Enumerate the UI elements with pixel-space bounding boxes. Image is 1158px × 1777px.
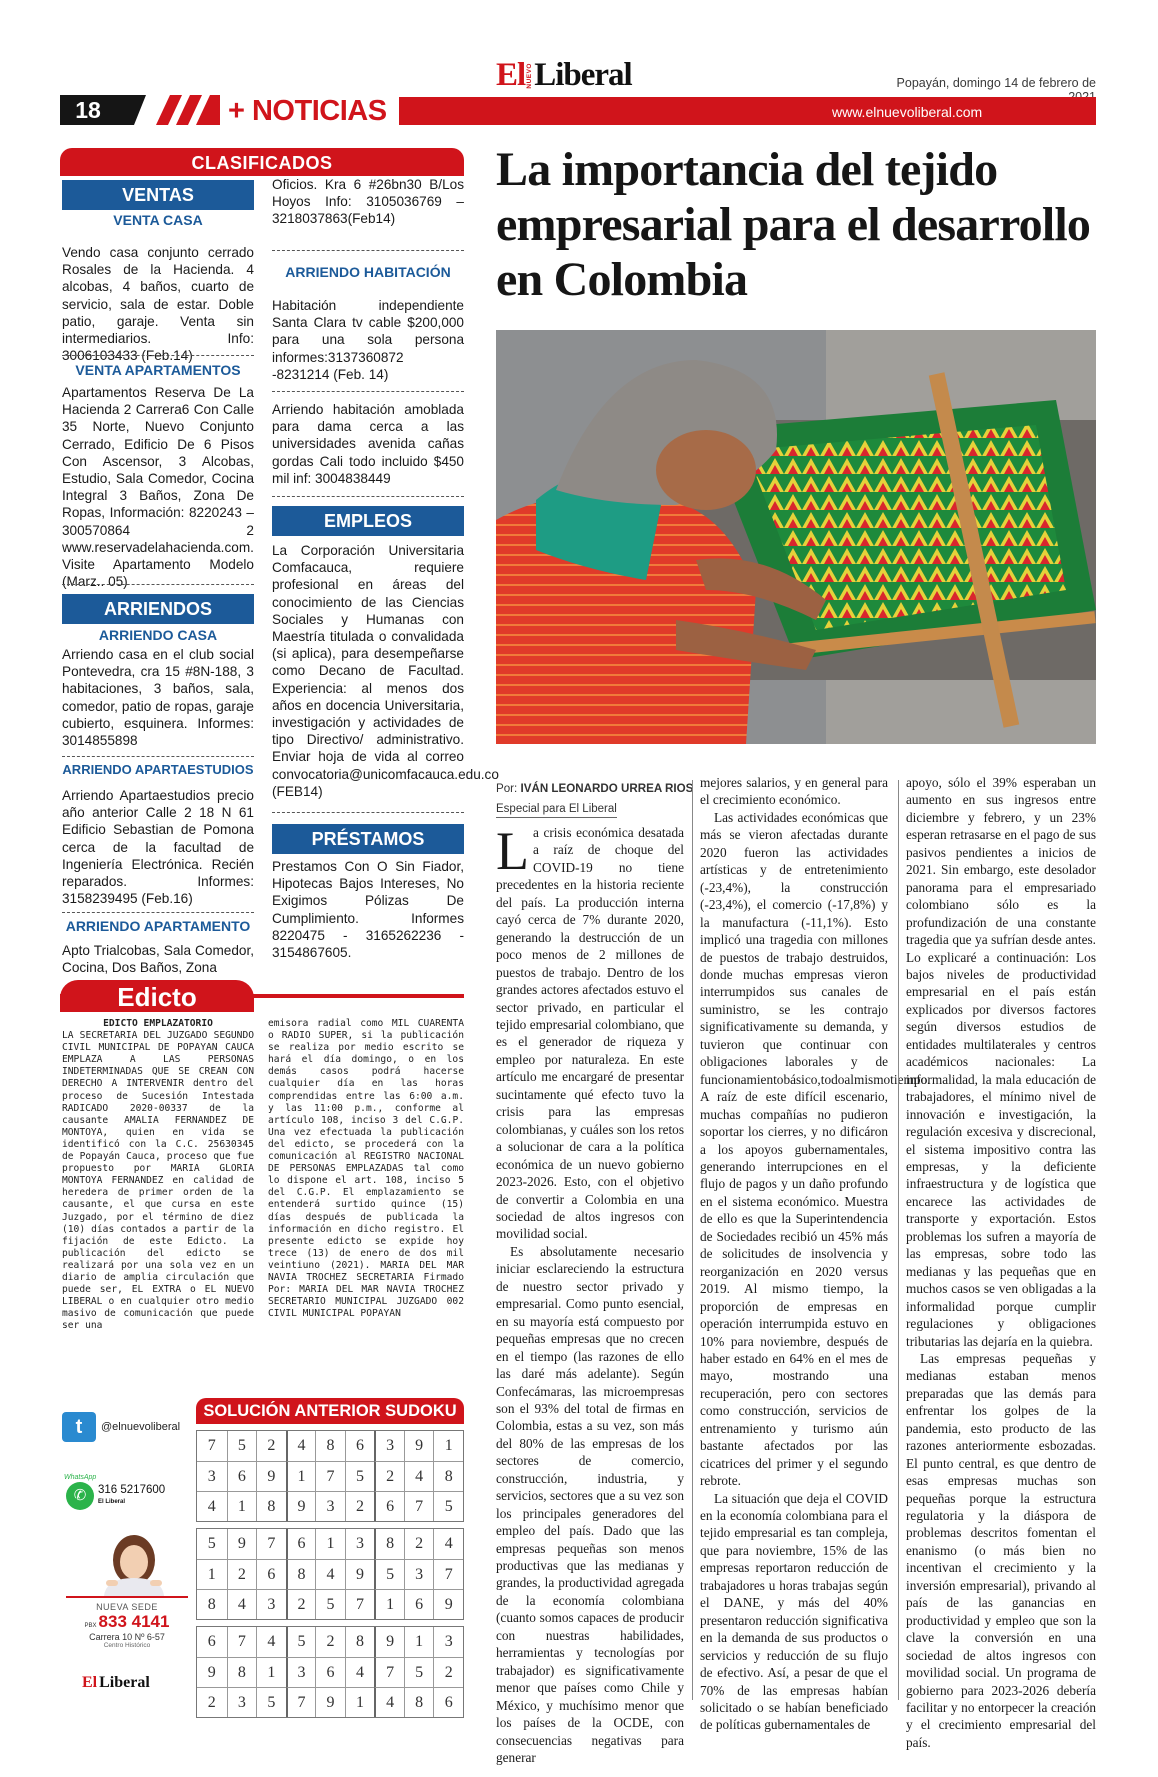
sudoku-cell: 1 — [315, 1529, 345, 1559]
sudoku-cell: 3 — [286, 1657, 316, 1687]
logo-el: El — [496, 57, 526, 93]
sudoku-cell: 9 — [404, 1431, 434, 1461]
sudoku-cell: 6 — [227, 1461, 257, 1491]
edicto-tab: Edicto — [60, 980, 254, 1012]
twitter-icon: t — [62, 1412, 96, 1442]
sudoku-cell: 9 — [433, 1589, 463, 1619]
arriendos-heading: ARRIENDOS — [62, 594, 254, 624]
sudoku-cell: 4 — [374, 1687, 404, 1717]
venta-apartamentos-heading: VENTA APARTAMENTOS — [75, 362, 241, 378]
sudoku-cell: 6 — [404, 1589, 434, 1619]
sudoku-cell: 2 — [374, 1461, 404, 1491]
website-url[interactable]: www.elnuevoliberal.com — [832, 104, 983, 120]
arriendo-casa-heading: ARRIENDO CASA — [98, 627, 218, 643]
sudoku-cell: 1 — [404, 1627, 434, 1657]
edicto-column-2: emisora radial como MIL CUARENTA o RADIO SUPER, si la publicación se realiza por medio escrito se hará el día domingo, o en los demás casos podrá hacerse cualquier día en las horas comprendidas entre las 6:00 a.m. y las 11:00 p.m., conforme al artículo 108, inciso 3 del C.G.P. Una vez efectuada la publicación del edicto, se procederá con la comunicación al REGISTRO NACIONAL DE PERSONAS EMPLAZADAS tal como lo dispone el art. 108, inciso 5 del C.G.P. El emplazamiento se entenderá surtido quince (15) días después de publicada la información en dicho registro. El presente edicto se expide hoy trece (13) de enero de dos mil veintiuno (2021). MARIA DEL MAR NAVIA TROCHEZ SECRETARIA Firmado Por: MARIA DEL MAR NAVIA TROCHEZ SECRETARIO MUNICIPAL JUZGADO 002 CIVIL MUNICIPAL POPAYAN — [268, 1018, 464, 1320]
sudoku-cell: 1 — [345, 1687, 375, 1717]
sudoku-cell: 7 — [433, 1559, 463, 1589]
dropcap: L — [496, 821, 529, 881]
sudoku-cell: 3 — [315, 1491, 345, 1521]
sudoku-cell: 2 — [433, 1657, 463, 1687]
sudoku-cell: 8 — [433, 1461, 463, 1491]
article-column-1 — [496, 821, 684, 1766]
sudoku-cell: 3 — [433, 1627, 463, 1657]
whatsapp-label: WhatsApp — [64, 1474, 97, 1481]
sudoku-cell: 2 — [227, 1559, 257, 1589]
paragraph: Es absolutamente necesario iniciar esclareciendo la estructura de nuestro sector privado y empresarial. Como punto esencial, en su mayoría está compuesto por pequeñas empresas que no crecen en el tiempo (las razones de ello las daré más adelante). Según Confecámaras, las microempresas son el 93% del total de firmas en Colombia, estas a su vez, son más del 80% de las empresas de los sectores de comercio, construcción, industria, y servicios, sectores que a su vez son los principales generadores del empleo del país. Dado que las empresas pequeñas son menos productivas que las medianas y grandes, la productividad agregada de la economía colombiana (cuanto somos capaces de producir con nuestras habilidades, herramientas y tecnologías por trabajador) es significativamente menor que países como Chile y México, y muchísimo menor que los países de la OCDE, con consecuencias negativas para generar — [496, 1243, 684, 1766]
sudoku-cell: 4 — [197, 1491, 227, 1521]
column-rule — [898, 780, 899, 1700]
sudoku-cell: 6 — [374, 1491, 404, 1521]
sudoku-cell: 8 — [286, 1559, 316, 1589]
sudoku-cell: 7 — [207, 1437, 216, 1454]
arriendo-apartamento-text: Apto Trialcobas, Sala Comedor, Cocina, Dos Baños, Zona — [62, 943, 254, 976]
sudoku-cell: 4 — [433, 1529, 463, 1559]
article-photo — [496, 330, 1096, 744]
sudoku-grid — [196, 1430, 464, 1724]
phone-number[interactable]: 833 4141 — [98, 1612, 170, 1631]
sudoku-cell: 4 — [256, 1627, 286, 1657]
edicto-text-1: LA SECRETARIA DEL JUZGADO SEGUNDO CIVIL MUNICIPAL DE POPAYAN CAUCA EMPLAZA A LAS PERSONAS INDETERMINADAS QUE SE CREAN CON DERECHO A INTERVENIR dentro del proceso de Sucesión Intestada RADICADO 2020-00337 de la causante AMALIA FERNANDEZ DE MONTOYA, quien en vida se identificó con la C.C. 25630345 de Popayán Cauca, proceso que fue propuesto por MARIA GLORIA MONTOYA FERNANDEZ en calidad de heredera de primer orden de la causante, el que cursa en este Juzgado, por el término de diez (10) días contados a partir de la fijación de este Edicto. La publicación del edicto se realizará por una sola vez en un diario de amplia circulación que puede ser, EL EXTRA o EL NUEVO LIBERAL o en cualquier otro medio masivo de comunicación que puede ser una — [62, 1030, 254, 1332]
arriendo-apartaestudios-heading: ARRIENDO APARTAESTUDIOS — [62, 762, 254, 777]
sudoku-cell: 8 — [197, 1589, 227, 1619]
sudoku-cell: 4 — [227, 1589, 257, 1619]
district: Centro Histórico — [103, 1642, 151, 1649]
paragraph: apoyo, sólo el 39% esperaban un aumento en sus ingresos entre diciembre y febrero, y un 23% esperan retrasarse en el pago de sus pasivos pendientes a inicios de 2021. Sin embargo, este desolador panorama para el empresariado colombiano sólo es la profundización de una constante tragedia que ya sufrían desde antes. Lo explicaré a continuación: Los bajos niveles de productividad empresarial en el país están explicados por diversos factores según diversos estudios de entidades multilaterales y centros académicos nacionales: La informalidad, la mala educación de trabajadores, el mínimo nivel de innovación e investigación, la regulación excesiva y discrecional, el sistema impositivo contra las empresas, y la deficiente infraestructura y de logística que encarece las actividades de transporte y exportación. Estos problemas los sufren a mayoría de las empresas, sobre todo las medianas y las pequeñas que en muchos casos se ven obligadas a la informalidad porque cumplir regulaciones y obligaciones tributarias las dejaría en la quiebra. — [906, 775, 1096, 1349]
sudoku-cell: 8 — [256, 1491, 286, 1521]
address: Carrera 10 Nº 6-57 — [89, 1632, 165, 1642]
sudoku-cell: 3 — [345, 1529, 375, 1559]
arriendo-habitacion-text-2: Arriendo habitación amoblada para dama cerca a las universidades avenida cañas gordas Cali todo incluido $450 mil inf: 3004838449 — [272, 402, 464, 486]
sudoku-block — [196, 1430, 464, 1522]
sudoku-cell: 2 — [197, 1687, 227, 1717]
sede-card — [66, 1596, 188, 1666]
edicto-column-1 — [62, 1018, 254, 1332]
sudoku-cell: 5 — [433, 1491, 463, 1521]
paragraph: mejores salarios, y en general para el crecimiento económico. — [700, 775, 888, 808]
sudoku-cell: 6 — [345, 1431, 375, 1461]
sudoku-cell: 4 — [286, 1431, 316, 1461]
column-rule — [692, 780, 693, 1700]
sudoku-cell: 6 — [433, 1687, 463, 1717]
sudoku-cell: 7 — [286, 1687, 316, 1717]
arriendo-habitacion-heading: ARRIENDO HABITACIÓN — [285, 264, 451, 280]
sudoku-cell: 3 — [197, 1461, 227, 1491]
whatsapp-row[interactable] — [66, 1482, 165, 1510]
sudoku-cell: 1 — [256, 1657, 286, 1687]
sudoku-cell: 1 — [433, 1431, 463, 1461]
pbx-label: PBX — [84, 1623, 97, 1629]
ad-logo-liberal: Liberal — [99, 1674, 150, 1691]
newspaper-logo[interactable] — [496, 56, 632, 92]
sudoku-cell: 7 — [256, 1529, 286, 1559]
sudoku-cell: 8 — [404, 1687, 434, 1717]
sudoku-cell: 2 — [315, 1627, 345, 1657]
sudoku-cell: 8 — [227, 1657, 257, 1687]
divider — [62, 756, 254, 757]
paragraph: Las actividades económicas que más se vieron afectadas durante 2020 fueron las actividades artísticas y de entretenimiento (-23,4%), la construcción (-23,4%), el comercio (-17,8%) y la manufactura (-11,1%). Esto implicó una tragedia con millones de puestos de trabajo destruidos, donde muchas empresas vieron interrumpidos sus canales de suministro, se les contrajo significativamente su demanda, y tuvieron que continuar con obligaciones laborales y de funcionamientobásico,todoalmismotiempo. A raíz de este difícil escenario, muchas compañías no pudieron soportar los cierres, y no dificáron a los apoyos gubernamentales, generando interrupciones en el flujo de pagos y un daño profundo en el sistema económico. Muestra de ello es que la Superintendencia de Sociedades recibió un 45% más de solicitudes de insolvencia y reorganización en 2020 versus 2019. Al mismo tiempo, la proporción de empresas en operación interrumpida estuvo en 10% para noviembre, después de haber estado en 64% en el mes de mayo, mostrando una recuperación, pero con sectores como construcción, servicios de entrenamiento y turismo aún bastante afectados por las cicatrices del primer y el segundo rebrote. — [700, 809, 931, 1489]
venta-casa-text: Vendo casa conjunto cerrado Rosales de la Hacienda. 4 alcobas, 4 baños, cuarto de servicio, sala de estar. Doble patio, garaje. Venta sin intermediarios. Info: 3006103433 (Feb.14) — [62, 245, 254, 364]
whatsapp-icon: ✆ — [66, 1482, 94, 1510]
paragraph: La situación que deja el COVID en la economía colombiana para el tejido empresarial es tan compleja, que para noviembre, 15% de las empresas reportaron reducción de trabajadores u horas trabajas según el DANE, y más del 40% presentaron reducción significativa en la demanda de sus productos o servicios y reducción de su flujo de efectivo. Así, a pesar de que el 70% de las empresas habían solicitado o se habían beneficiado de políticas gubernamentales de — [700, 1490, 888, 1733]
sudoku-cell: 7 — [374, 1657, 404, 1687]
stripes-decoration — [124, 95, 228, 125]
sudoku-cell: 4 — [404, 1461, 434, 1491]
sudoku-cell: 9 — [256, 1461, 286, 1491]
byline-prefix: Por: — [496, 782, 518, 795]
red-band — [330, 97, 1096, 125]
section-band — [60, 95, 1096, 125]
sudoku-cell: 2 — [404, 1529, 434, 1559]
empleos-heading: EMPLEOS — [272, 506, 464, 536]
edicto-title: EDICTO EMPLAZATORIO — [103, 1018, 213, 1029]
article-column-3 — [906, 774, 1096, 1751]
arriendo-apartamento-text-cont: Oficios. Kra 6 #26bn30 B/Los Hoyos Info: 3105036769 – 3218037863(Feb14) — [272, 177, 464, 227]
sudoku-cell: 8 — [315, 1431, 345, 1461]
arriendo-habitacion-text-1: Habitación independiente Santa Clara tv cable $200,000 para una sola persona informes:3137360872 -8231214 (Feb. 14) — [272, 298, 464, 382]
sudoku-cell: 5 — [374, 1559, 404, 1589]
sudoku-cell: 9 — [315, 1687, 345, 1717]
logo-liberal: Liberal — [534, 57, 632, 93]
sudoku-cell: 6 — [207, 1633, 216, 1650]
sudoku-cell: 3 — [256, 1589, 286, 1619]
sudoku-cell: 6 — [286, 1529, 316, 1559]
sudoku-cell: 5 — [207, 1535, 216, 1552]
article-column-2 — [700, 774, 931, 1734]
sudoku-cell: 3 — [227, 1687, 257, 1717]
sudoku-cell: 3 — [404, 1559, 434, 1589]
ventas-heading: VENTAS — [62, 180, 254, 210]
ad-logo — [82, 1674, 150, 1692]
sudoku-cell: 7 — [404, 1491, 434, 1521]
twitter-handle: @elnuevoliberal — [101, 1421, 181, 1433]
venta-casa-heading: VENTA CASA — [113, 212, 203, 228]
sudoku-cell: 1 — [227, 1491, 257, 1521]
divider — [62, 912, 254, 913]
sudoku-block — [196, 1626, 464, 1718]
whatsapp-number: 316 5217600 — [98, 1484, 166, 1496]
sede-label: NUEVA SEDE — [96, 1602, 158, 1612]
sudoku-cell: 2 — [345, 1491, 375, 1521]
paragraph: a crisis económica desatada a raíz de choque del COVID-19 no tiene precedentes en la historia reciente del país. La producción interna cayó cerca de 7% durante 2020, generando la destrucción de un poco menos de 2 millones de puestos de trabajo. Dentro de los grandes actores afectados estuvo el sector privado, en particular el tejido empresarial colombiano, que es el generador de riqueza y empleo por naturaleza. En este artículo me encargaré de presentar sucintamente qué efecto tuvo la crisis para las empresas colombianas, y cuáles son los retos a solucionar de cara a la política económica de un nuevo gobierno 2023-2026. Esto, con el objetivo de convertir a Colombia en una sociedad de altos ingresos con movilidad social. — [496, 825, 684, 1242]
publication-date: Popayán, domingo 14 de febrero de — [896, 76, 1096, 90]
sudoku-cell: 9 — [374, 1627, 404, 1657]
whatsapp-brand: El Liberal — [98, 1499, 126, 1505]
sudoku-cell: 8 — [374, 1529, 404, 1559]
divider — [272, 812, 464, 813]
sudoku-cell: 2 — [256, 1431, 286, 1461]
venta-apartamentos-text: Apartamentos Reserva De La Hacienda 2 Carrera6 Con Calle 35 Norte, Nuevo Conjunto Cerrado, Edificio De 6 Pisos Con Ascensor, 3 Alcobas, Estudio, Sala Comedor, Cocina Integral 3 Baños, Zona De Ropas, Información: 8220243 – 300570864 2 www.reservadelahacienda.com. Visite Apartamento Modelo (Marz.. 05) — [62, 385, 254, 590]
sudoku-block — [196, 1528, 464, 1620]
sudoku-cell: 9 — [197, 1657, 227, 1687]
divider — [272, 496, 464, 497]
sudoku-cell: 9 — [286, 1491, 316, 1521]
sudoku-cell: 6 — [315, 1657, 345, 1687]
sudoku-cell: 7 — [345, 1589, 375, 1619]
divider — [62, 584, 254, 585]
sudoku-cell: 5 — [315, 1589, 345, 1619]
arriendo-apartamento-heading: ARRIENDO APARTAMENTO — [65, 918, 251, 934]
byline-author: IVÁN LEONARDO URREA RIOS — [520, 782, 694, 795]
classifieds-header: CLASIFICADOS — [60, 148, 464, 176]
article-headline: La importancia del tejido empresarial para el desarrollo en Colombia — [496, 143, 1091, 306]
sudoku-cell: 4 — [345, 1657, 375, 1687]
sudoku-cell: 7 — [315, 1461, 345, 1491]
sudoku-cell: 5 — [227, 1431, 257, 1461]
sudoku-cell: 2 — [286, 1589, 316, 1619]
sudoku-cell: 8 — [345, 1627, 375, 1657]
sudoku-cell: 4 — [315, 1559, 345, 1589]
sudoku-cell: 3 — [374, 1431, 404, 1461]
prestamos-text: Prestamos Con O Sin Fiador, Hipotecas Bajos Intereses, No Exigimos Pólizas De Cumplimiento. Informes 8220475 - 3165262236 - 3154867605. — [272, 859, 464, 961]
arriendo-casa-text: Arriendo casa en el club social Pontevedra, cra 15 #8N-188, 3 habitaciones, 3 baños, sala, comedor, patio de ropas, garaje cubierto, esquinera. Informes: 3014855898 — [62, 647, 254, 749]
sudoku-cell: 9 — [227, 1529, 257, 1559]
sudoku-cell: 7 — [227, 1627, 257, 1657]
sudoku-cell: 5 — [286, 1627, 316, 1657]
empleos-text: La Corporación Universitaria Comfacauca, requiere profesional en áreas del conocimiento de las Ciencias Sociales y Humanas con Maestría titulada o convalidada (si aplica), para desempeñarse como Decano de Facultad. Experiencia: al menos dos años en docencia Universitaria, investigación y actividades de tipo Directivo/ administrativo. Enviar hoja de vida al correo convocatoria@unicomfacauca.edu.co (FEB14) — [272, 543, 499, 799]
sudoku-cell: 6 — [256, 1559, 286, 1589]
sudoku-cell: 5 — [345, 1461, 375, 1491]
sudoku-cell: 5 — [404, 1657, 434, 1687]
sudoku-cell: 1 — [286, 1461, 316, 1491]
woman-avatar-photo — [92, 1534, 176, 1596]
ad-logo-el: El — [82, 1674, 98, 1691]
page-number: 18 — [75, 97, 101, 123]
divider — [272, 250, 464, 251]
byline-sub: Especial para El Liberal — [496, 803, 617, 818]
divider — [272, 391, 464, 392]
sudoku-title: SOLUCIÓN ANTERIOR SUDOKU — [196, 1398, 464, 1424]
sudoku-cell: 1 — [197, 1559, 227, 1589]
arriendo-apartaestudios-text: Arriendo Apartaestudios precio año anterior Calle 2 18 N 61 Edificio Sebastian de Pomona cerca de la facultad de Ingeniería Electrónica. Recién reparados. Informes: 3158239495 (Feb.16) — [62, 788, 254, 907]
divider — [62, 355, 254, 356]
sudoku-cell: 5 — [256, 1687, 286, 1717]
twitter-row[interactable] — [62, 1412, 180, 1442]
byline — [496, 782, 693, 795]
section-title: + NOTICIAS — [220, 95, 399, 127]
sudoku-cell: 1 — [374, 1589, 404, 1619]
sudoku-cell: 9 — [345, 1559, 375, 1589]
prestamos-heading: PRÉSTAMOS — [272, 824, 464, 854]
paragraph: Las empresas pequeñas y medianas estaban menos preparadas que las demás para enfrentar los golpes de la pandemia, esto producto de las razones anteriormente esbozadas. El punto central, es que dentro de esas empresas muchas son pequeñas porque la estructura regulatoria y la diáspora de problemas descritos fomentan el enanismo (o más bien no incentivan el crecimiento y la inversión empresarial), privando al país de las ganancias en productividad y empleo que son la clave la conversión en una sociedad de altos ingresos con movilidad social. Un programa de gobierno para 2023-2026 debería facilitar y no entorpecer la creación y el crecimiento empresarial del país. — [906, 1350, 1096, 1750]
logo-nuevo: NUEVO — [526, 63, 534, 89]
